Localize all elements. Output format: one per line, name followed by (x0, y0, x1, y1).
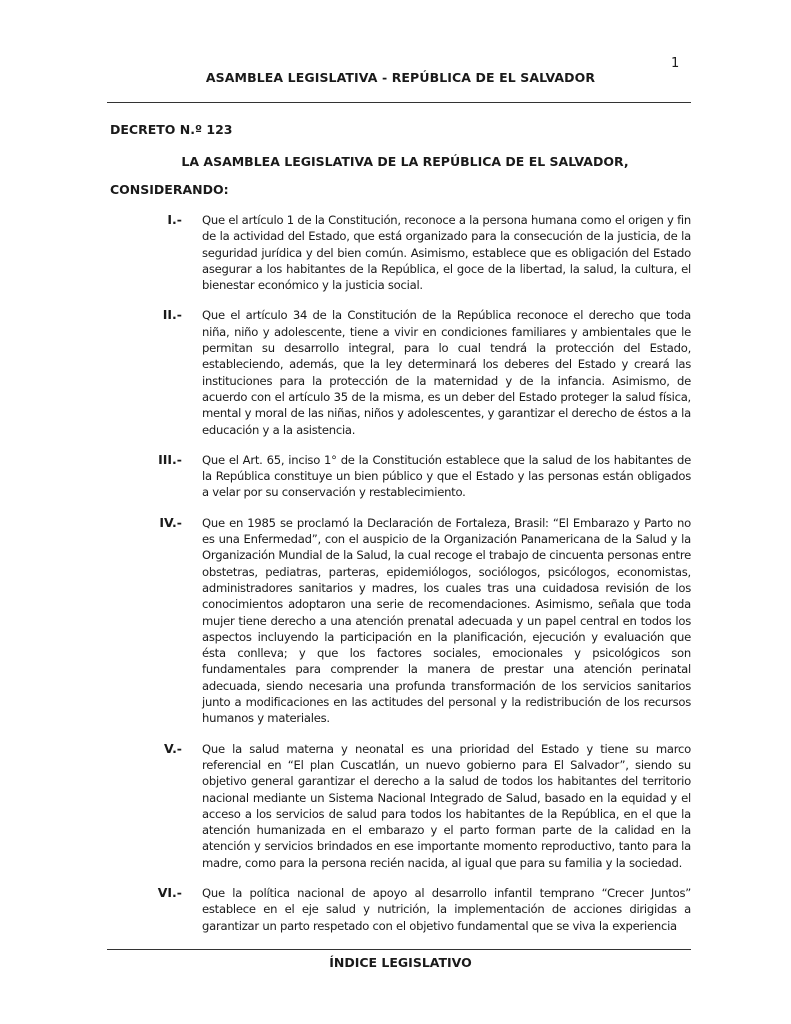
assembly-heading: LA ASAMBLEA LEGISLATIVA DE LA REPÚBLICA DE EL SALVADOR, (181, 154, 629, 169)
clause-number: I.- (167, 212, 182, 227)
considering-label: CONSIDERANDO: (110, 182, 229, 197)
clause-text: Que la política nacional de apoyo al desarrollo infantil temprano “Crecer Juntos” establece en el eje salud y nutrición, la implementación de acciones dirigidas a garantizar un parto respetado con el objetivo fundamental que se viva la experiencia (202, 885, 691, 933)
decree-number: DECRETO N.º 123 (110, 122, 233, 137)
footer-title: ÍNDICE LEGISLATIVO (329, 955, 472, 970)
clause-text: Que el artículo 34 de la Constitución de la República reconoce el derecho que toda niña, niño y adolescente, tiene a vivir en condiciones familiares y ambientales que le permitan su desarrollo integral, para lo cual tendrá la protección del Estado, estableciendo, además, que la ley determinará los deberes del Estado y creará las instituciones para la protección de la maternidad y de la infancia. Asimismo, de acuerdo con el artículo 35 de la misma, es un deber del Estado proteger la salud física, mental y moral de las niñas, niños y adolescentes, y garantizar el derecho de éstos a la educación y a la asistencia. (202, 308, 691, 437)
clause-list (110, 212, 691, 948)
clause-text: Que el Art. 65, inciso 1° de la Constitución establece que la salud de los habitantes de la República constituye un bien público y que el Estado y las personas están obligados a velar por su conservación y restablecimiento. (202, 452, 691, 500)
clause-vi (110, 885, 691, 934)
header-divider (107, 102, 691, 103)
page-header-title: ASAMBLEA LEGISLATIVA - REPÚBLICA DE EL SALVADOR (205, 70, 596, 85)
clause-text: Que la salud materna y neonatal es una prioridad del Estado y tiene su marco referencial en “El plan Cuscatlán, un nuevo gobierno para El Salvador”, siendo su objetivo general garantizar el derecho a la salud de todos los habitantes del territorio nacional mediante un Sistema Nacional Integrado de Salud, basado en la equidad y el acceso a los servicios de salud para todos los habitantes de la República, en el que la atención humanizada en el embarazo y el parto forman parte de la calidad en la atención y servicios brindados en ese importante momento reproductivo, tanto para la madre, como para la persona recién nacida, al igual que para su familia y la sociedad. (202, 741, 691, 870)
clause-iii (110, 452, 691, 501)
clause-i (110, 212, 691, 293)
clause-v (110, 741, 691, 871)
clause-iv (110, 515, 691, 727)
clause-number: V.- (164, 740, 182, 756)
clause-number: VI.- (157, 884, 182, 900)
clause-text: Que el artículo 1 de la Constitución, reconoce a la persona humana como el origen y fin de la actividad del Estado, que está organizado para la consecución de la justicia, de la seguridad jurídica y del bien común. Asimismo, establece que es obligación del Estado asegurar a los habitantes de la República, el goce de la libertad, la salud, la cultura, el bienestar económico y la justicia social. (202, 213, 691, 293)
footer-divider (107, 949, 691, 950)
page-number: 1 (671, 56, 680, 71)
clause-number: II.- (162, 307, 182, 323)
clause-number: IV.- (159, 514, 182, 530)
clause-text: Que en 1985 se proclamó la Declaración de Fortaleza, Brasil: “El Embarazo y Parto no es una Enfermedad”, con el auspicio de la Organización Panamericana de la Salud y la Organización Mundial de la Salud, la cual recoge el trabajo de cincuenta personas entre obstetras, pediatras, parteras, epidemiólogos, sociólogos, psicólogos, economistas, administradores sanitarios y madres, los cuales tras una cuidadosa revisión de los conocimientos adoptaron una serie de recomendaciones. Asimismo, señala que toda mujer tiene derecho a una atención prenatal adecuada y un papel central en todos los aspectos incluyendo la participación en la planificación, ejecución y evaluación que ésta conlleva; y que los factores sociales, emocionales y psicológicos son fundamentales para comprender la manera de prestar una atención perinatal adecuada, siendo necesaria una profunda transformación de los servicios sanitarios junto a modificaciones en las actitudes del personal y la redistribución de los recursos humanos y materiales. (202, 515, 691, 726)
clause-number: III.- (158, 451, 182, 467)
clause-ii (110, 307, 691, 437)
